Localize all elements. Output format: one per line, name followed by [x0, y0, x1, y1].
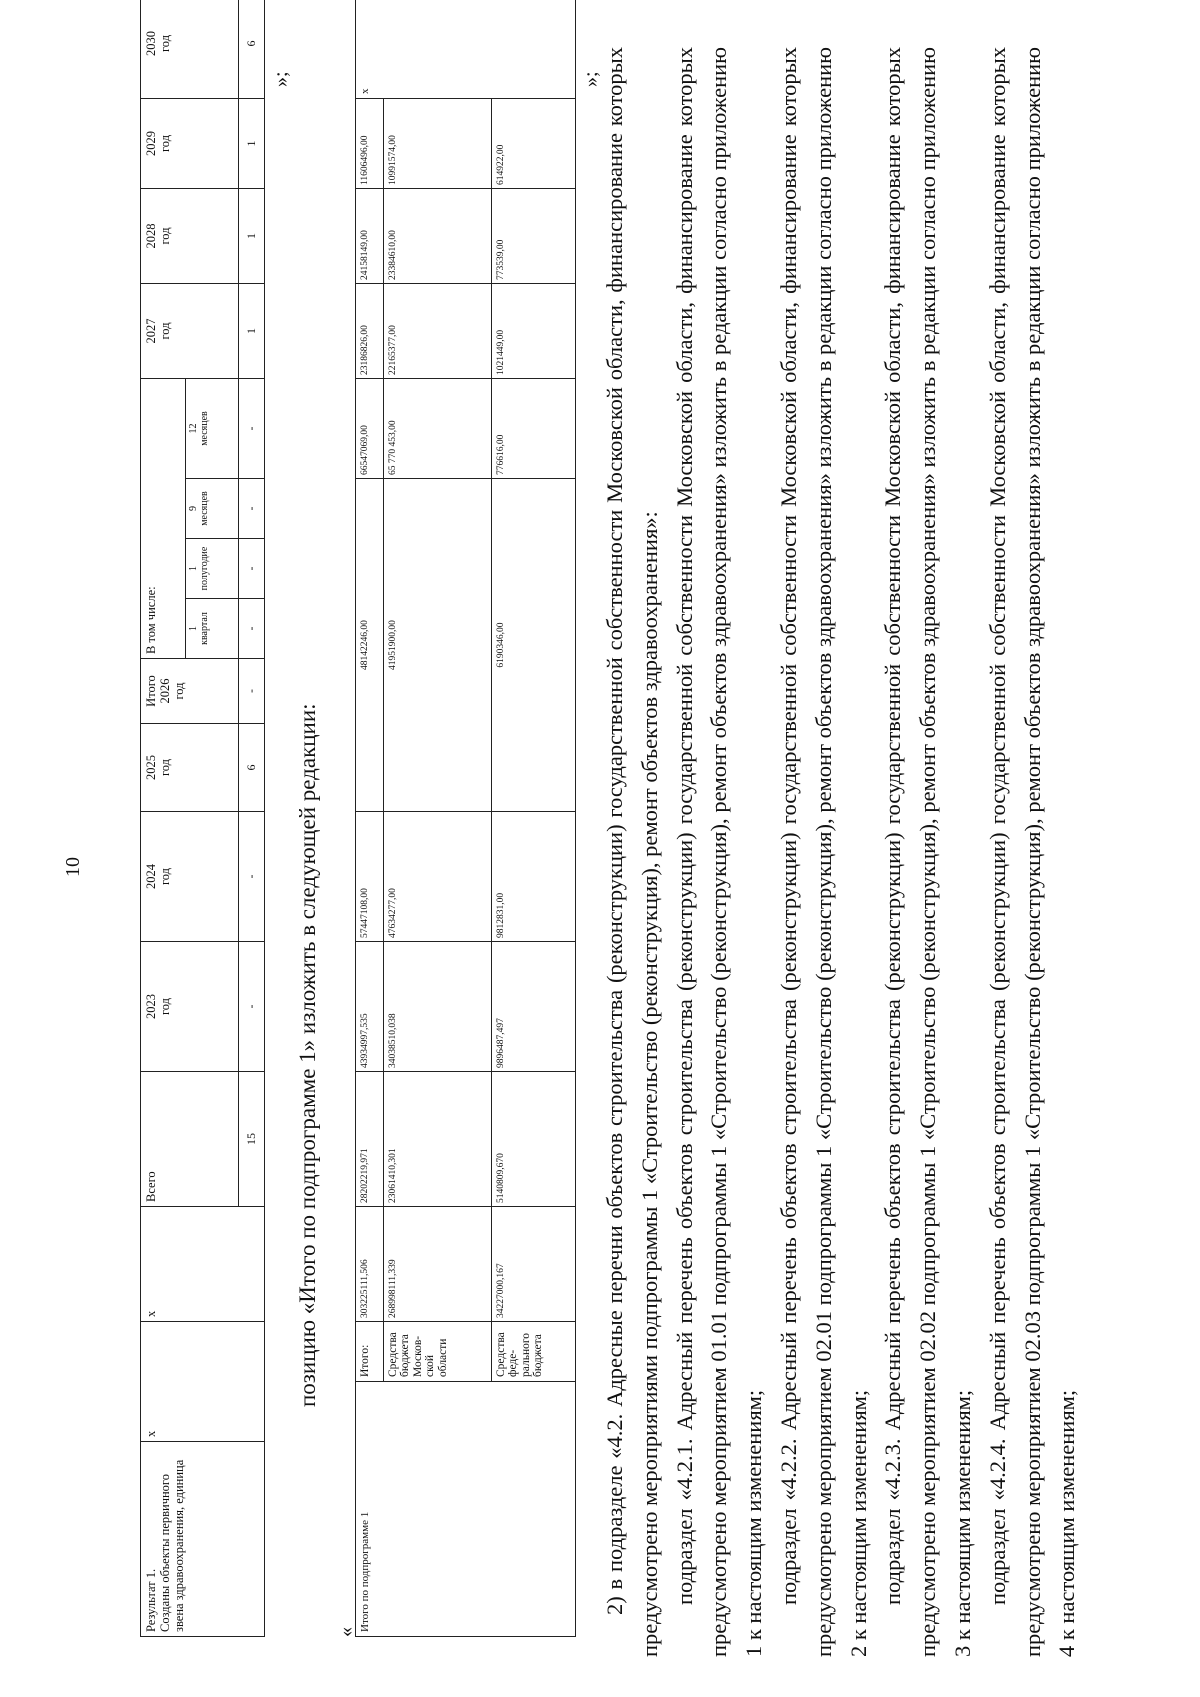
cell-2025: 47634277,00	[384, 812, 492, 942]
cell-2027: 66547069,00	[356, 379, 384, 479]
x-cell: х	[141, 1207, 265, 1322]
header-2024: 2024 год	[141, 812, 239, 942]
header-m9: 9 месяцев	[185, 479, 238, 539]
cell-2025: 57447108,00	[356, 812, 384, 942]
closing-quote: »;	[580, 71, 602, 87]
cell-2028: 1021449,00	[492, 284, 576, 379]
header-2028: 2028 год	[141, 188, 239, 283]
header-2026: Итого 2026 год	[141, 659, 239, 724]
cell-2029: 24158149,00	[356, 189, 384, 284]
value-h1: -	[238, 539, 264, 599]
paragraph: подраздел «4.2.2. Адресный перечень объектов строительства (реконструкции) государственной собственности Московской области, финансирование которых предусмотрено мероприятием 02.01 подпрограммы 1 «Строительство (реконструкция), ремонт объектов здравоохранения» изложить в редакции согласно приложению 2 к настоящим изменениям;	[775, 47, 871, 1657]
cell-2026: 48142246,00	[356, 479, 384, 812]
cell-2028: 22165377,00	[384, 284, 492, 379]
cell-2026: 6190346,00	[492, 479, 576, 812]
value-total: 15	[238, 1072, 264, 1207]
results-table	[140, 0, 265, 1637]
header-2027: 2027 год	[141, 283, 239, 378]
header-2030: 2030 год	[141, 0, 239, 98]
cell-2024: 9896487,497	[492, 942, 576, 1072]
result-label: Результат 1. Созданы объекты первичного звена здравоохранения, единица	[141, 1442, 265, 1637]
cell-2029: 773539,00	[492, 189, 576, 284]
paragraph: подраздел «4.2.1. Адресный перечень объектов строительства (реконструкции) государственной собственности Московской области, финансирование которых предусмотрено мероприятием 01.01 подпрограммы 1 «Строительство (реконструкция), ремонт объектов здравоохранения» изложить в редакции согласно приложению 1 к настоящим изменениям;	[671, 47, 767, 1657]
value-2023: -	[238, 942, 264, 1072]
paragraph: 2) в подразделе «4.2. Адресные перечни объектов строительства (реконструкции) государственной собственности Московской области, финансирование которых предусмотрено мероприятиями подпрограммы 1 «Строительство (реконструкция), ремонт объектов здравоохранения»:	[602, 47, 662, 1657]
value-2029: 1	[238, 98, 264, 188]
value-2026: -	[238, 659, 264, 724]
cell-2023: 5140809,670	[492, 1072, 576, 1207]
cell-2027: 65 770 453,00	[384, 379, 492, 479]
header-m12: 12 месяцев	[185, 378, 238, 478]
subprogram-label: Итого по подпрограмме 1	[356, 1382, 576, 1637]
cell-2027: 776616,00	[492, 379, 576, 479]
x-cell: х	[141, 1322, 265, 1442]
header-total: Всего	[141, 1072, 239, 1207]
cell-2029: 23384610,00	[384, 189, 492, 284]
cell-2030: 11606496,00	[356, 99, 384, 189]
cell-2028: 23186826,00	[356, 284, 384, 379]
subprogram-total-table	[355, 0, 576, 1637]
cell-2024: 34038510,038	[384, 942, 492, 1072]
header-q1: 1 квартал	[185, 599, 238, 659]
cell-total: 34227000,167	[492, 1207, 576, 1322]
cell-total: 268998111,339	[384, 1207, 492, 1322]
cell-2030: 614922,00	[492, 99, 576, 189]
value-2027: 1	[238, 283, 264, 378]
cell-2023: 28202219,971	[356, 1072, 384, 1207]
value-2025: 6	[238, 724, 264, 812]
cell-2025: 9812831,00	[492, 812, 576, 942]
header-including: В том числе:	[141, 378, 186, 658]
value-q1: -	[238, 599, 264, 659]
value-2028: 1	[238, 188, 264, 283]
position-line: позицию «Итого по подпрограмме 1» изложить в следующей редакции:	[295, 703, 320, 1407]
cell-2023: 23061410,301	[384, 1072, 492, 1207]
x-cell: х	[356, 0, 576, 99]
closing-quote: »;	[270, 71, 292, 87]
paragraph: подраздел «4.2.4. Адресный перечень объектов строительства (реконструкции) государственной собственности Московской области, финансирование которых предусмотрено мероприятием 02.03 подпрограммы 1 «Строительство (реконструкция), ремонт объектов здравоохранения» изложить в редакции согласно приложению 4 к настоящим изменениям;	[984, 47, 1080, 1657]
header-2023: 2023 год	[141, 942, 239, 1072]
source-label: Итого:	[356, 1322, 384, 1382]
value-m9: -	[238, 479, 264, 539]
header-2025: 2025 год	[141, 724, 239, 812]
paragraph: подраздел «4.2.3. Адресный перечень объектов строительства (реконструкции) государственной собственности Московской области, финансирование которых предусмотрено мероприятием 02.02 подпрограммы 1 «Строительство (реконструкция), ремонт объектов здравоохранения» изложить в редакции согласно приложению 3 к настоящим изменениям;	[880, 47, 975, 1657]
source-label: Средства феде-рального бюджета	[492, 1322, 576, 1382]
header-2029: 2029 год	[141, 98, 239, 188]
page-number: 10	[62, 857, 84, 877]
cell-total: 303225111,506	[356, 1207, 384, 1322]
opening-quote: «	[335, 1627, 357, 1637]
source-label: Средства бюджета Москов-ской области	[384, 1322, 492, 1382]
header-h1: 1 полугодие	[185, 539, 238, 599]
cell-2030: 10991574,00	[384, 99, 492, 189]
cell-2026: 41951900,00	[384, 479, 492, 812]
body-text	[598, 47, 1085, 1657]
value-2024: -	[238, 812, 264, 942]
cell-2024: 43934997,535	[356, 942, 384, 1072]
value-2030: 6	[238, 0, 264, 98]
value-m12: -	[238, 378, 264, 478]
